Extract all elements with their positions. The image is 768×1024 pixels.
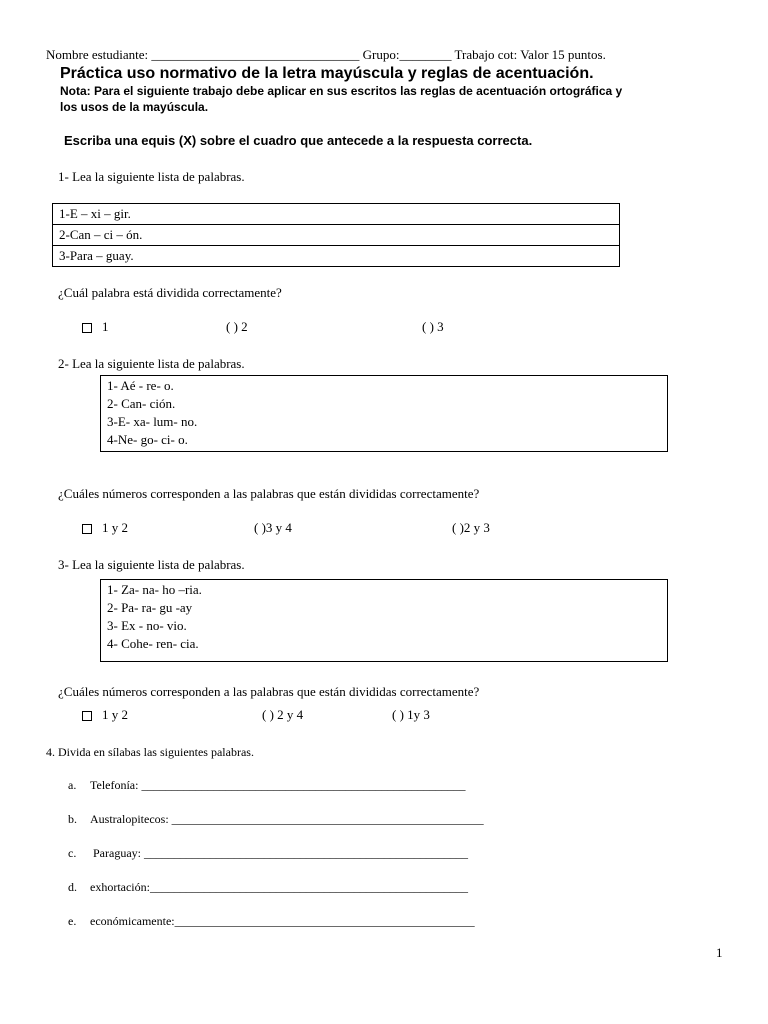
q4-item-d[interactable] bbox=[68, 880, 468, 895]
page-title: Práctica uso normativo de la letra mayúscula y reglas de acentuación. bbox=[60, 65, 594, 82]
list-item: 1- Za- na- ho –ria. bbox=[107, 582, 202, 597]
note-line-2: los usos de la mayúscula. bbox=[60, 100, 209, 114]
item-letter: d. bbox=[68, 880, 77, 894]
q3-option-3[interactable]: ( ) 1y 3 bbox=[392, 707, 430, 722]
q4-item-b[interactable] bbox=[68, 812, 484, 827]
item-text: Telefonía: ______________________________________________________ bbox=[90, 778, 466, 792]
q4-item-a[interactable] bbox=[68, 778, 465, 793]
q1-option-1[interactable] bbox=[82, 319, 109, 335]
q2-question: ¿Cuáles números corresponden a las palabras que están divididas correctamente? bbox=[58, 486, 480, 501]
q3-option-1[interactable] bbox=[82, 707, 128, 723]
q2-word-box bbox=[100, 375, 668, 452]
item-text: exhortación:_____________________________________________________ bbox=[90, 880, 468, 894]
list-item: 4- Cohe- ren- cia. bbox=[107, 636, 199, 651]
table-cell: 1-E – xi – gir. bbox=[53, 204, 620, 225]
item-letter: e. bbox=[68, 914, 77, 928]
instruction: Escriba una equis (X) sobre el cuadro que antecede a la respuesta correcta. bbox=[64, 133, 533, 148]
q3-option-2[interactable]: ( ) 2 y 4 bbox=[262, 707, 304, 722]
q4-prompt: 4. Divida en sílabas las siguientes palabras. bbox=[46, 745, 254, 759]
table-cell: 2-Can – ci – ón. bbox=[53, 225, 620, 246]
q4-item-e[interactable] bbox=[68, 914, 475, 929]
q1-option-3[interactable]: ( ) 3 bbox=[422, 319, 444, 334]
student-header-line: Nombre estudiante: ________________________________ Grupo:________ Trabajo cot: Valor 15 puntos. bbox=[46, 47, 606, 62]
q1-question: ¿Cuál palabra está dividida correctamente? bbox=[58, 285, 282, 300]
item-letter: a. bbox=[68, 778, 77, 792]
item-text: Australopitecos: ____________________________________________________ bbox=[90, 812, 484, 826]
q2-option-1[interactable] bbox=[82, 520, 128, 536]
table-cell: 3-Para – guay. bbox=[53, 246, 620, 267]
q1-word-table bbox=[52, 203, 620, 267]
q2-option-3[interactable]: ( )2 y 3 bbox=[452, 520, 490, 535]
item-letter: c. bbox=[68, 846, 77, 860]
list-item: 3-E- xa- lum- no. bbox=[107, 414, 198, 429]
q3-word-box bbox=[100, 579, 668, 662]
q4-item-c[interactable] bbox=[68, 846, 468, 861]
list-item: 4-Ne- go- ci- o. bbox=[107, 432, 188, 447]
option-label: 1 y 2 bbox=[102, 707, 128, 722]
table-row bbox=[53, 225, 620, 246]
list-item: 1- Aé - re- o. bbox=[107, 378, 174, 393]
list-item: 2- Can- ción. bbox=[107, 396, 176, 411]
item-text: Paraguay: ______________________________________________________ bbox=[90, 846, 468, 860]
option-label: 1 y 2 bbox=[102, 520, 128, 535]
table-row bbox=[53, 204, 620, 225]
q3-prompt: 3- Lea la siguiente lista de palabras. bbox=[58, 557, 245, 572]
checkbox-icon[interactable] bbox=[82, 524, 92, 534]
q1-option-2[interactable]: ( ) 2 bbox=[226, 319, 248, 334]
page-number: 1 bbox=[716, 945, 723, 960]
q3-question: ¿Cuáles números corresponden a las palabras que están divididas correctamente? bbox=[58, 684, 480, 699]
list-item: 3- Ex - no- vio. bbox=[107, 618, 187, 633]
checkbox-icon[interactable] bbox=[82, 711, 92, 721]
item-text: económicamente:__________________________________________________ bbox=[90, 914, 475, 928]
note-line-1: Nota: Para el siguiente trabajo debe aplicar en sus escritos las reglas de acentuación ortográfica y bbox=[60, 84, 623, 98]
option-label: 1 bbox=[102, 319, 109, 334]
table-row bbox=[53, 246, 620, 267]
checkbox-icon[interactable] bbox=[82, 323, 92, 333]
q2-option-2[interactable]: ( )3 y 4 bbox=[254, 520, 292, 535]
item-letter: b. bbox=[68, 812, 77, 826]
list-item: 2- Pa- ra- gu -ay bbox=[107, 600, 193, 615]
q1-prompt: 1- Lea la siguiente lista de palabras. bbox=[58, 169, 245, 184]
q2-prompt: 2- Lea la siguiente lista de palabras. bbox=[58, 356, 245, 371]
